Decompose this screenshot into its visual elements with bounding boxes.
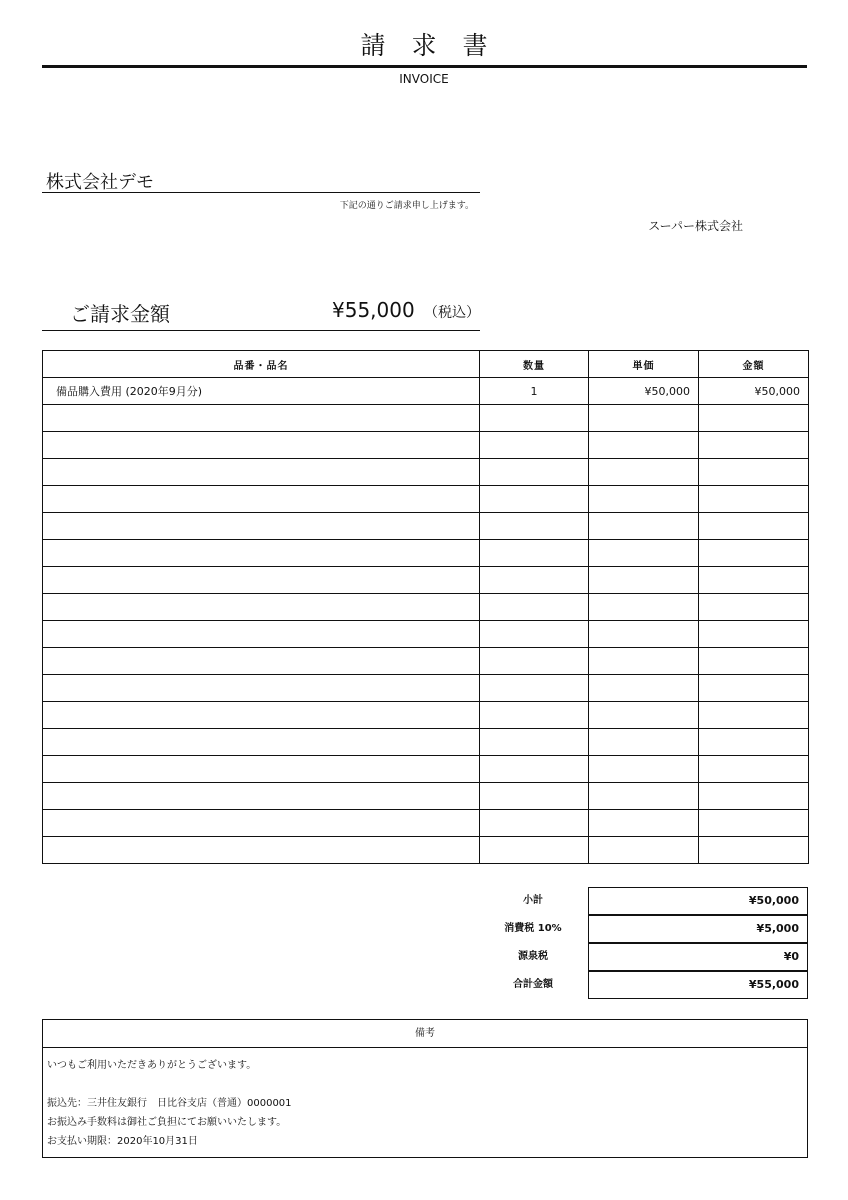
quantity-cell xyxy=(480,783,589,810)
unit-price-cell xyxy=(589,621,699,648)
amount-cell xyxy=(699,594,809,621)
document-title: 請求書 xyxy=(360,31,514,60)
client-name: 株式会社デモ xyxy=(46,172,154,193)
table-row xyxy=(43,675,809,702)
unit-price-cell xyxy=(589,783,699,810)
table-row xyxy=(43,486,809,513)
item-name-cell xyxy=(43,783,480,810)
item-name-cell xyxy=(43,432,480,459)
table-row xyxy=(43,621,809,648)
quantity-cell xyxy=(480,432,589,459)
quantity-cell xyxy=(480,459,589,486)
item-name-cell xyxy=(43,486,480,513)
unit-price-cell xyxy=(589,486,699,513)
item-name-cell: 備品購入費用 (2020年9月分) xyxy=(43,378,480,405)
remarks-line: 振込先：三井住友銀行 日比谷支店（普通）0000001 xyxy=(47,1098,292,1109)
unit-price-cell xyxy=(589,432,699,459)
amount-cell xyxy=(699,432,809,459)
unit-price-cell xyxy=(589,675,699,702)
amount-cell xyxy=(699,675,809,702)
table-row xyxy=(43,783,809,810)
amount-cell xyxy=(699,405,809,432)
quantity-cell xyxy=(480,702,589,729)
amount-rule xyxy=(42,330,480,331)
quantity-cell xyxy=(480,513,589,540)
billing-note: 下記の通りご請求申し上げます。 xyxy=(339,201,474,211)
amount-cell xyxy=(699,567,809,594)
amount-tax-note: （税込） xyxy=(424,305,480,321)
quantity-cell xyxy=(480,675,589,702)
unit-price-cell xyxy=(589,729,699,756)
item-name-cell xyxy=(43,540,480,567)
table-row xyxy=(43,729,809,756)
summary-value: ¥0 xyxy=(588,943,808,971)
table-row xyxy=(43,378,809,405)
quantity-cell xyxy=(480,837,589,864)
item-name-cell xyxy=(43,621,480,648)
table-row xyxy=(43,405,809,432)
unit-price-cell xyxy=(589,405,699,432)
table-row xyxy=(43,810,809,837)
item-name-cell xyxy=(43,837,480,864)
item-name-cell xyxy=(43,405,480,432)
quantity-cell xyxy=(480,621,589,648)
quantity-cell xyxy=(480,567,589,594)
item-name-cell xyxy=(43,594,480,621)
amount-cell xyxy=(699,513,809,540)
quantity-cell xyxy=(480,405,589,432)
unit-price-cell xyxy=(589,567,699,594)
quantity-cell xyxy=(480,594,589,621)
amount-cell xyxy=(699,621,809,648)
amount-cell xyxy=(699,810,809,837)
quantity-cell: 1 xyxy=(480,378,589,405)
quantity-cell xyxy=(480,810,589,837)
item-name-cell xyxy=(43,513,480,540)
document-subtitle: INVOICE xyxy=(399,72,449,86)
table-row xyxy=(43,432,809,459)
header-unit-price: 単価 xyxy=(589,351,699,378)
quantity-cell xyxy=(480,540,589,567)
item-name-cell xyxy=(43,810,480,837)
header-amount: 金額 xyxy=(699,351,809,378)
table-row xyxy=(43,459,809,486)
remarks-line: いつもご利用いただきありがとうございます。 xyxy=(47,1060,257,1071)
amount-cell xyxy=(699,837,809,864)
unit-price-cell xyxy=(589,837,699,864)
item-name-cell xyxy=(43,729,480,756)
table-row xyxy=(43,594,809,621)
item-name-cell xyxy=(43,648,480,675)
amount-label: ご請求金額 xyxy=(70,302,170,326)
table-row xyxy=(43,702,809,729)
item-name-cell xyxy=(43,567,480,594)
remarks-line: お支払い期限：2020年10月31日 xyxy=(47,1136,198,1147)
remarks-line: お振込み手数料は御社ご負担にてお願いいたします。 xyxy=(47,1117,287,1128)
amount-cell xyxy=(699,648,809,675)
quantity-cell xyxy=(480,648,589,675)
header-quantity: 数量 xyxy=(480,351,589,378)
quantity-cell xyxy=(480,756,589,783)
amount-cell xyxy=(699,702,809,729)
amount-cell xyxy=(699,459,809,486)
unit-price-cell: ¥50,000 xyxy=(589,378,699,405)
unit-price-cell xyxy=(589,810,699,837)
table-row xyxy=(43,567,809,594)
table-row xyxy=(43,513,809,540)
remarks-line xyxy=(47,1075,803,1094)
items-table xyxy=(42,350,809,864)
item-name-cell xyxy=(43,702,480,729)
remarks-box xyxy=(42,1019,808,1158)
amount-cell: ¥50,000 xyxy=(699,378,809,405)
unit-price-cell xyxy=(589,756,699,783)
amount-cell xyxy=(699,486,809,513)
table-row xyxy=(43,540,809,567)
unit-price-cell xyxy=(589,513,699,540)
unit-price-cell xyxy=(589,540,699,567)
title-rule xyxy=(42,65,807,68)
table-row xyxy=(43,837,809,864)
item-name-cell xyxy=(43,459,480,486)
quantity-cell xyxy=(480,729,589,756)
quantity-cell xyxy=(480,486,589,513)
summary-value: ¥55,000 xyxy=(588,971,808,999)
remarks-body xyxy=(43,1048,807,1159)
summary-value: ¥50,000 xyxy=(588,887,808,915)
summary-label: 小計 xyxy=(523,895,543,906)
item-name-cell xyxy=(43,675,480,702)
header-item-name: 品番・品名 xyxy=(43,351,480,378)
amount-cell xyxy=(699,729,809,756)
client-rule xyxy=(42,192,480,193)
summary-label: 消費税 10% xyxy=(504,923,562,934)
unit-price-cell xyxy=(589,702,699,729)
summary-value: ¥5,000 xyxy=(588,915,808,943)
unit-price-cell xyxy=(589,459,699,486)
unit-price-cell xyxy=(589,594,699,621)
summary-label: 合計金額 xyxy=(513,979,553,990)
item-name-cell xyxy=(43,756,480,783)
items-header-row xyxy=(43,351,809,378)
table-row xyxy=(43,756,809,783)
issuer-name: スーパー株式会社 xyxy=(648,219,743,233)
amount-cell xyxy=(699,756,809,783)
unit-price-cell xyxy=(589,648,699,675)
remarks-heading: 備考 xyxy=(43,1020,807,1048)
amount-cell xyxy=(699,540,809,567)
summary-label: 源泉税 xyxy=(518,951,548,962)
table-row xyxy=(43,648,809,675)
amount-cell xyxy=(699,783,809,810)
amount-value: ¥55,000 xyxy=(332,298,415,322)
